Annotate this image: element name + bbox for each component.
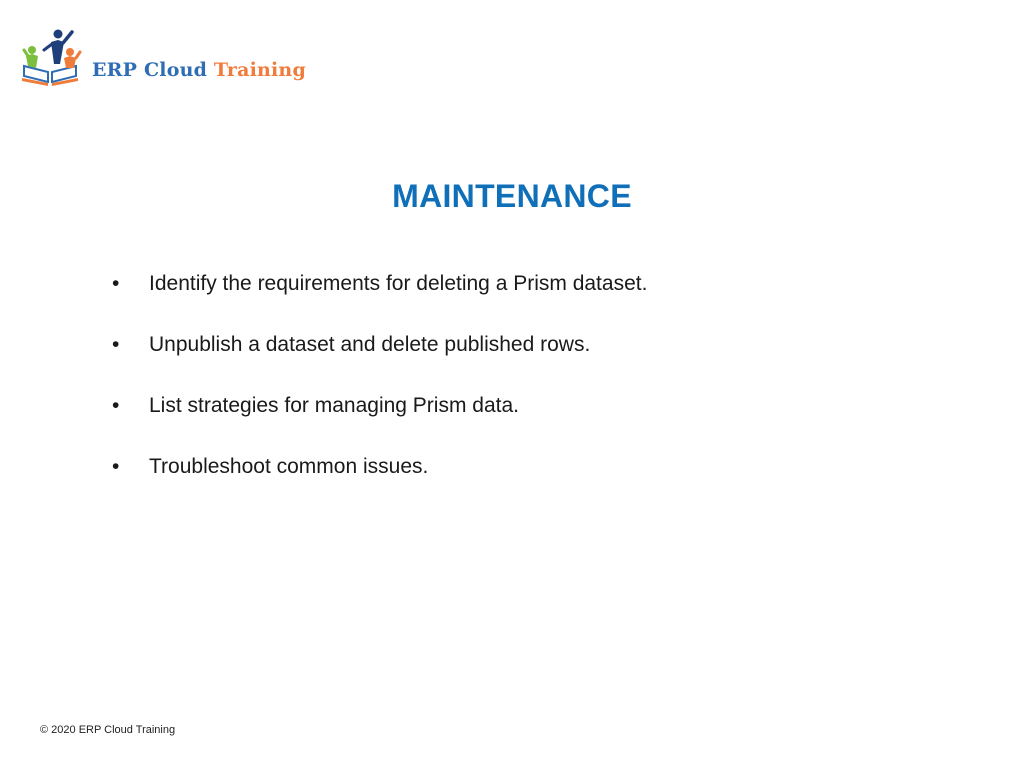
logo-text-training: Training (213, 59, 306, 81)
bullet-marker: • (112, 272, 120, 295)
bullet-marker: • (112, 394, 120, 417)
bullet-text: Unpublish a dataset and delete published rows. (149, 333, 591, 356)
slide-title: MAINTENANCE (392, 178, 632, 214)
bullet-text: List strategies for managing Prism data. (149, 394, 520, 417)
bullet-text: Troubleshoot common issues. (149, 455, 429, 478)
logo-wordmark (92, 59, 306, 81)
bullet-text: Identify the requirements for deleting a Prism dataset. (149, 272, 648, 295)
logo-text-erp-cloud: ERP Cloud (92, 59, 214, 81)
copyright-footer: © 2020 ERP Cloud Training (40, 724, 176, 736)
company-logo (18, 28, 306, 88)
book-people-icon (18, 28, 82, 88)
bullet-marker: • (112, 333, 120, 356)
bullet-marker: • (112, 455, 120, 478)
